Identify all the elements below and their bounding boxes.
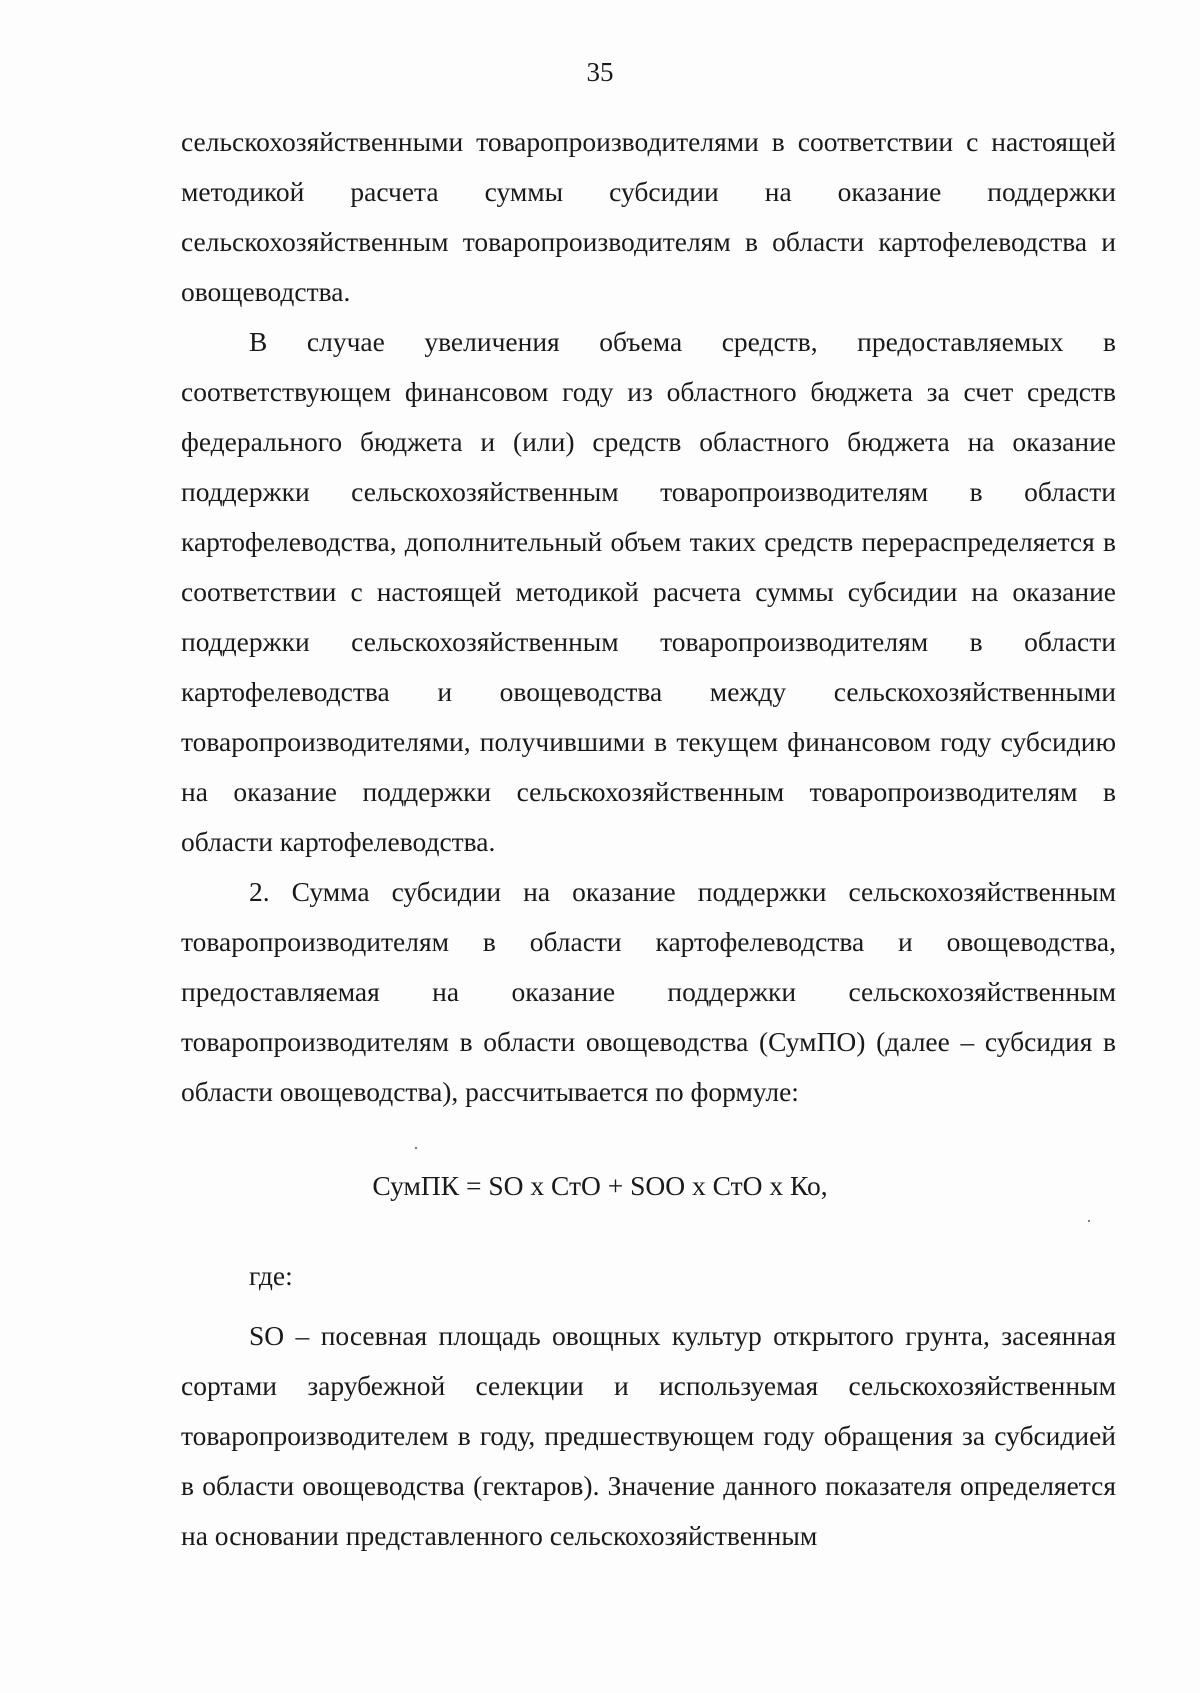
text-block-top: [181, 117, 1116, 1117]
paragraph-so-definition: SO – посевная площадь овощных культур открытого грунта, засеянная сортами зарубежной селекции и используемая сельскохозяйственным товаропроизводителем в году, предшествующем году обращения за субсидией в области овощеводства (гектаров). Значение данного показателя определяется на основании представленного сельскохозяйственным: [181, 1320, 1116, 1551]
formula: СумПК = SO x СтО + SOO x СтО x Ко,: [372, 1170, 828, 1201]
scan-speck: [1088, 1220, 1090, 1222]
page-number: 35: [586, 57, 614, 87]
paragraph-increase-funds: В случае увеличения объема средств, предоставляемых в соответствующем финансовом году из областного бюджета за счет средств федерального бюджета и (или) средств областного бюджета на оказание поддержки сельскохозяйственным товаропроизводителям в области картофелеводства, дополнительный объем таких средств перераспределяется в соответствии с настоящей методикой расчета суммы субсидии на оказание поддержки сельскохозяйственным товаропроизводителям в области картофелеводства и овощеводства между сельскохозяйственными товаропроизводителями, получившими в текущем финансовом году субсидию на оказание поддержки сельскохозяйственным товаропроизводителям в области картофелеводства.: [181, 326, 1116, 857]
paragraph-subsidy-sum: 2. Сумма субсидии на оказание поддержки сельскохозяйственным товаропроизводителям в области картофелеводства и овощеводства, предоставляемая на оказание поддержки сельскохозяйственным товаропроизводителям в области овощеводства (СумПО) (далее – субсидия в области овощеводства), рассчитывается по формуле:: [181, 876, 1116, 1107]
paragraph-continuation: сельскохозяйственными товаропроизводителями в соответствии с настоящей методикой расчета суммы субсидии на оказание поддержки сельскохозяйственным товаропроизводителям в области картофелеводства и овощеводства.: [181, 126, 1116, 307]
where-label: где:: [249, 1260, 293, 1291]
scan-speck: [415, 1147, 417, 1149]
text-block-bottom: [181, 1311, 1116, 1561]
